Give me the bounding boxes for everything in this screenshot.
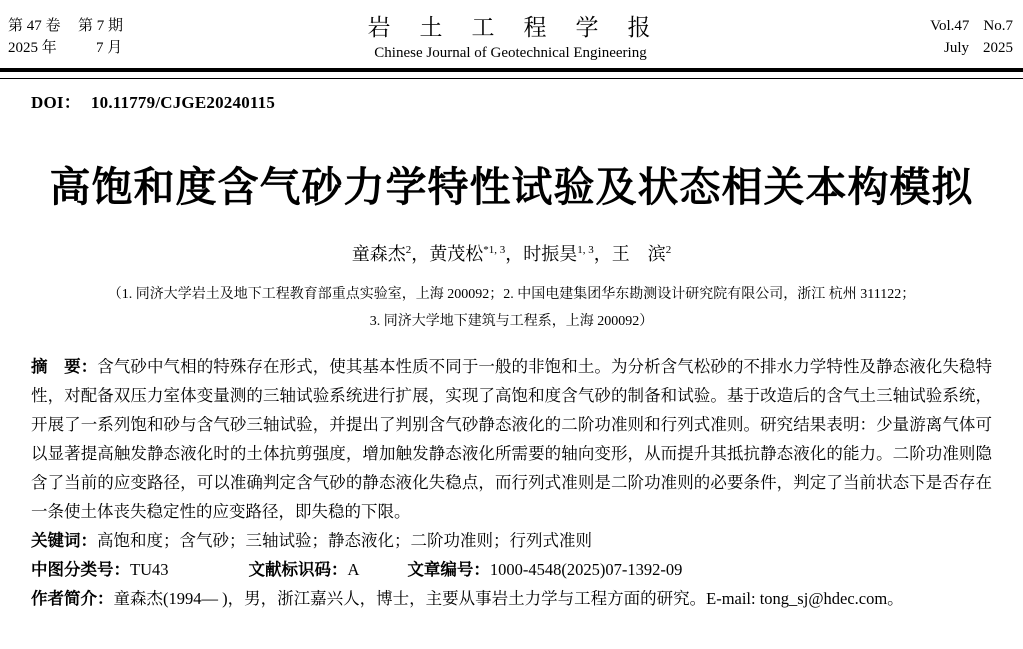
affiliation-line: 3. 同济大学地下建筑与工程系，上海 200092） — [369, 314, 654, 330]
abstract-text: 含气砂中气相的特殊存在形式，使其基本性质不同于一般的非饱和土。为分析含气松砂的不排水力学特性及静态液化失稳特性，对配备双压力室体变量测的三轴试验系统进行扩展，实现了高饱和度含气砂的制备和试验。基于改造后的含气土三轴试验系统，开展了一系列饱和砂与含气砂三轴试验，并提出了判别含气砂静态液化的二阶功准则和行列式准则。研究结果表明：少量游离气体可以显著提高触发静态液化时的土体抗剪强度，增加触发静态液化所需要的轴向变形，从而提升其抵抗静态液化的能力。二阶功准则隐含了当前的应变路径，可以准确判定含气砂的静态液化失稳点，而行列式准则是二阶功准则的必要条件，判定了当前状态下是否存在一条使土体丧失稳定性的应变路径，即失稳的下限。 — [31, 357, 993, 522]
abstract-label: 摘 要： — [31, 357, 98, 377]
author-bio-label: 作者简介： — [31, 589, 114, 609]
journal-title-cn: 岩 土 工 程 学 报 — [367, 15, 654, 40]
volume-info-line1 — [828, 15, 1013, 37]
article-title: 高饱和度含气砂力学特性试验及状态相关本构模拟 — [49, 163, 974, 211]
volume-cn: 第 47 卷 — [8, 18, 61, 34]
clc-label: 中图分类号： — [31, 560, 130, 580]
front-matter — [31, 352, 992, 613]
doi-line — [31, 88, 1023, 113]
month-cn: 7 月 — [96, 40, 123, 56]
article-id-value: 1000-4548(2025)07-1392-09 — [489, 560, 683, 580]
issue-info-line1 — [8, 15, 193, 37]
author — [429, 244, 505, 264]
author-affil-sup: 2 — [665, 244, 672, 257]
author-affil-sup: 2 — [405, 244, 412, 257]
author-separator: ， — [593, 244, 612, 265]
author-name: 王 滨 — [611, 244, 666, 265]
year-cn: 2025 年 — [8, 40, 57, 56]
author-bio-text: 童森杰(1994— )，男，浙江嘉兴人，博士，主要从事岩土力学与工程方面的研究。E-mail: tong_sj@hdec.com。 — [113, 589, 904, 609]
author-name: 时振昊 — [523, 244, 578, 265]
author — [612, 244, 672, 264]
keywords-label: 关键词： — [31, 531, 97, 551]
keywords-text: 高饱和度；含气砂；三轴试验；静态液化；二阶功准则；行列式准则 — [97, 531, 592, 551]
issue-info-left — [8, 15, 193, 59]
volume-en: Vol.47 — [930, 18, 970, 34]
issue-info-line2 — [8, 37, 193, 59]
keywords-line — [31, 526, 992, 555]
volume-info-line2 — [828, 37, 1013, 59]
issue-info-right — [828, 15, 1013, 59]
author-separator: ， — [505, 244, 524, 265]
author-name: 黄茂松 — [429, 244, 484, 265]
abstract — [31, 352, 992, 526]
author-bio-line — [31, 584, 992, 613]
issue-en: No.7 — [983, 18, 1013, 34]
doc-code-value: A — [347, 560, 360, 580]
month-en: July — [943, 40, 969, 56]
author-affil-sup: 1, 3 — [577, 244, 594, 257]
authors-line — [0, 242, 1023, 266]
affiliations — [0, 281, 1023, 335]
author-separator: ， — [411, 244, 430, 265]
journal-title-en: Chinese Journal of Geotechnical Engineering — [374, 45, 647, 61]
masthead — [0, 0, 1023, 64]
author-name: 童森杰 — [351, 244, 406, 265]
article-id-label: 文章编号： — [407, 560, 490, 580]
doi-label: DOI： — [31, 93, 81, 112]
doc-code-label: 文献标识码： — [248, 560, 348, 580]
clc-value: TU43 — [130, 560, 169, 580]
doi-value: 10.11779/CJGE20240115 — [90, 93, 276, 112]
author-affil-sup: *1, 3 — [483, 244, 506, 257]
affiliation-line: （1. 同济大学岩土及地下工程教育部重点实验室，上海 200092；2. 中国电建集团华东勘测设计研究院有限公司，浙江 杭州 311122； — [107, 287, 916, 303]
journal-title-block — [193, 15, 828, 64]
issue-cn: 第 7 期 — [78, 18, 124, 34]
year-en: 2025 — [983, 40, 1013, 56]
author — [352, 244, 412, 264]
header-divider — [0, 68, 1023, 79]
author — [523, 244, 594, 264]
classification-line — [31, 555, 992, 584]
